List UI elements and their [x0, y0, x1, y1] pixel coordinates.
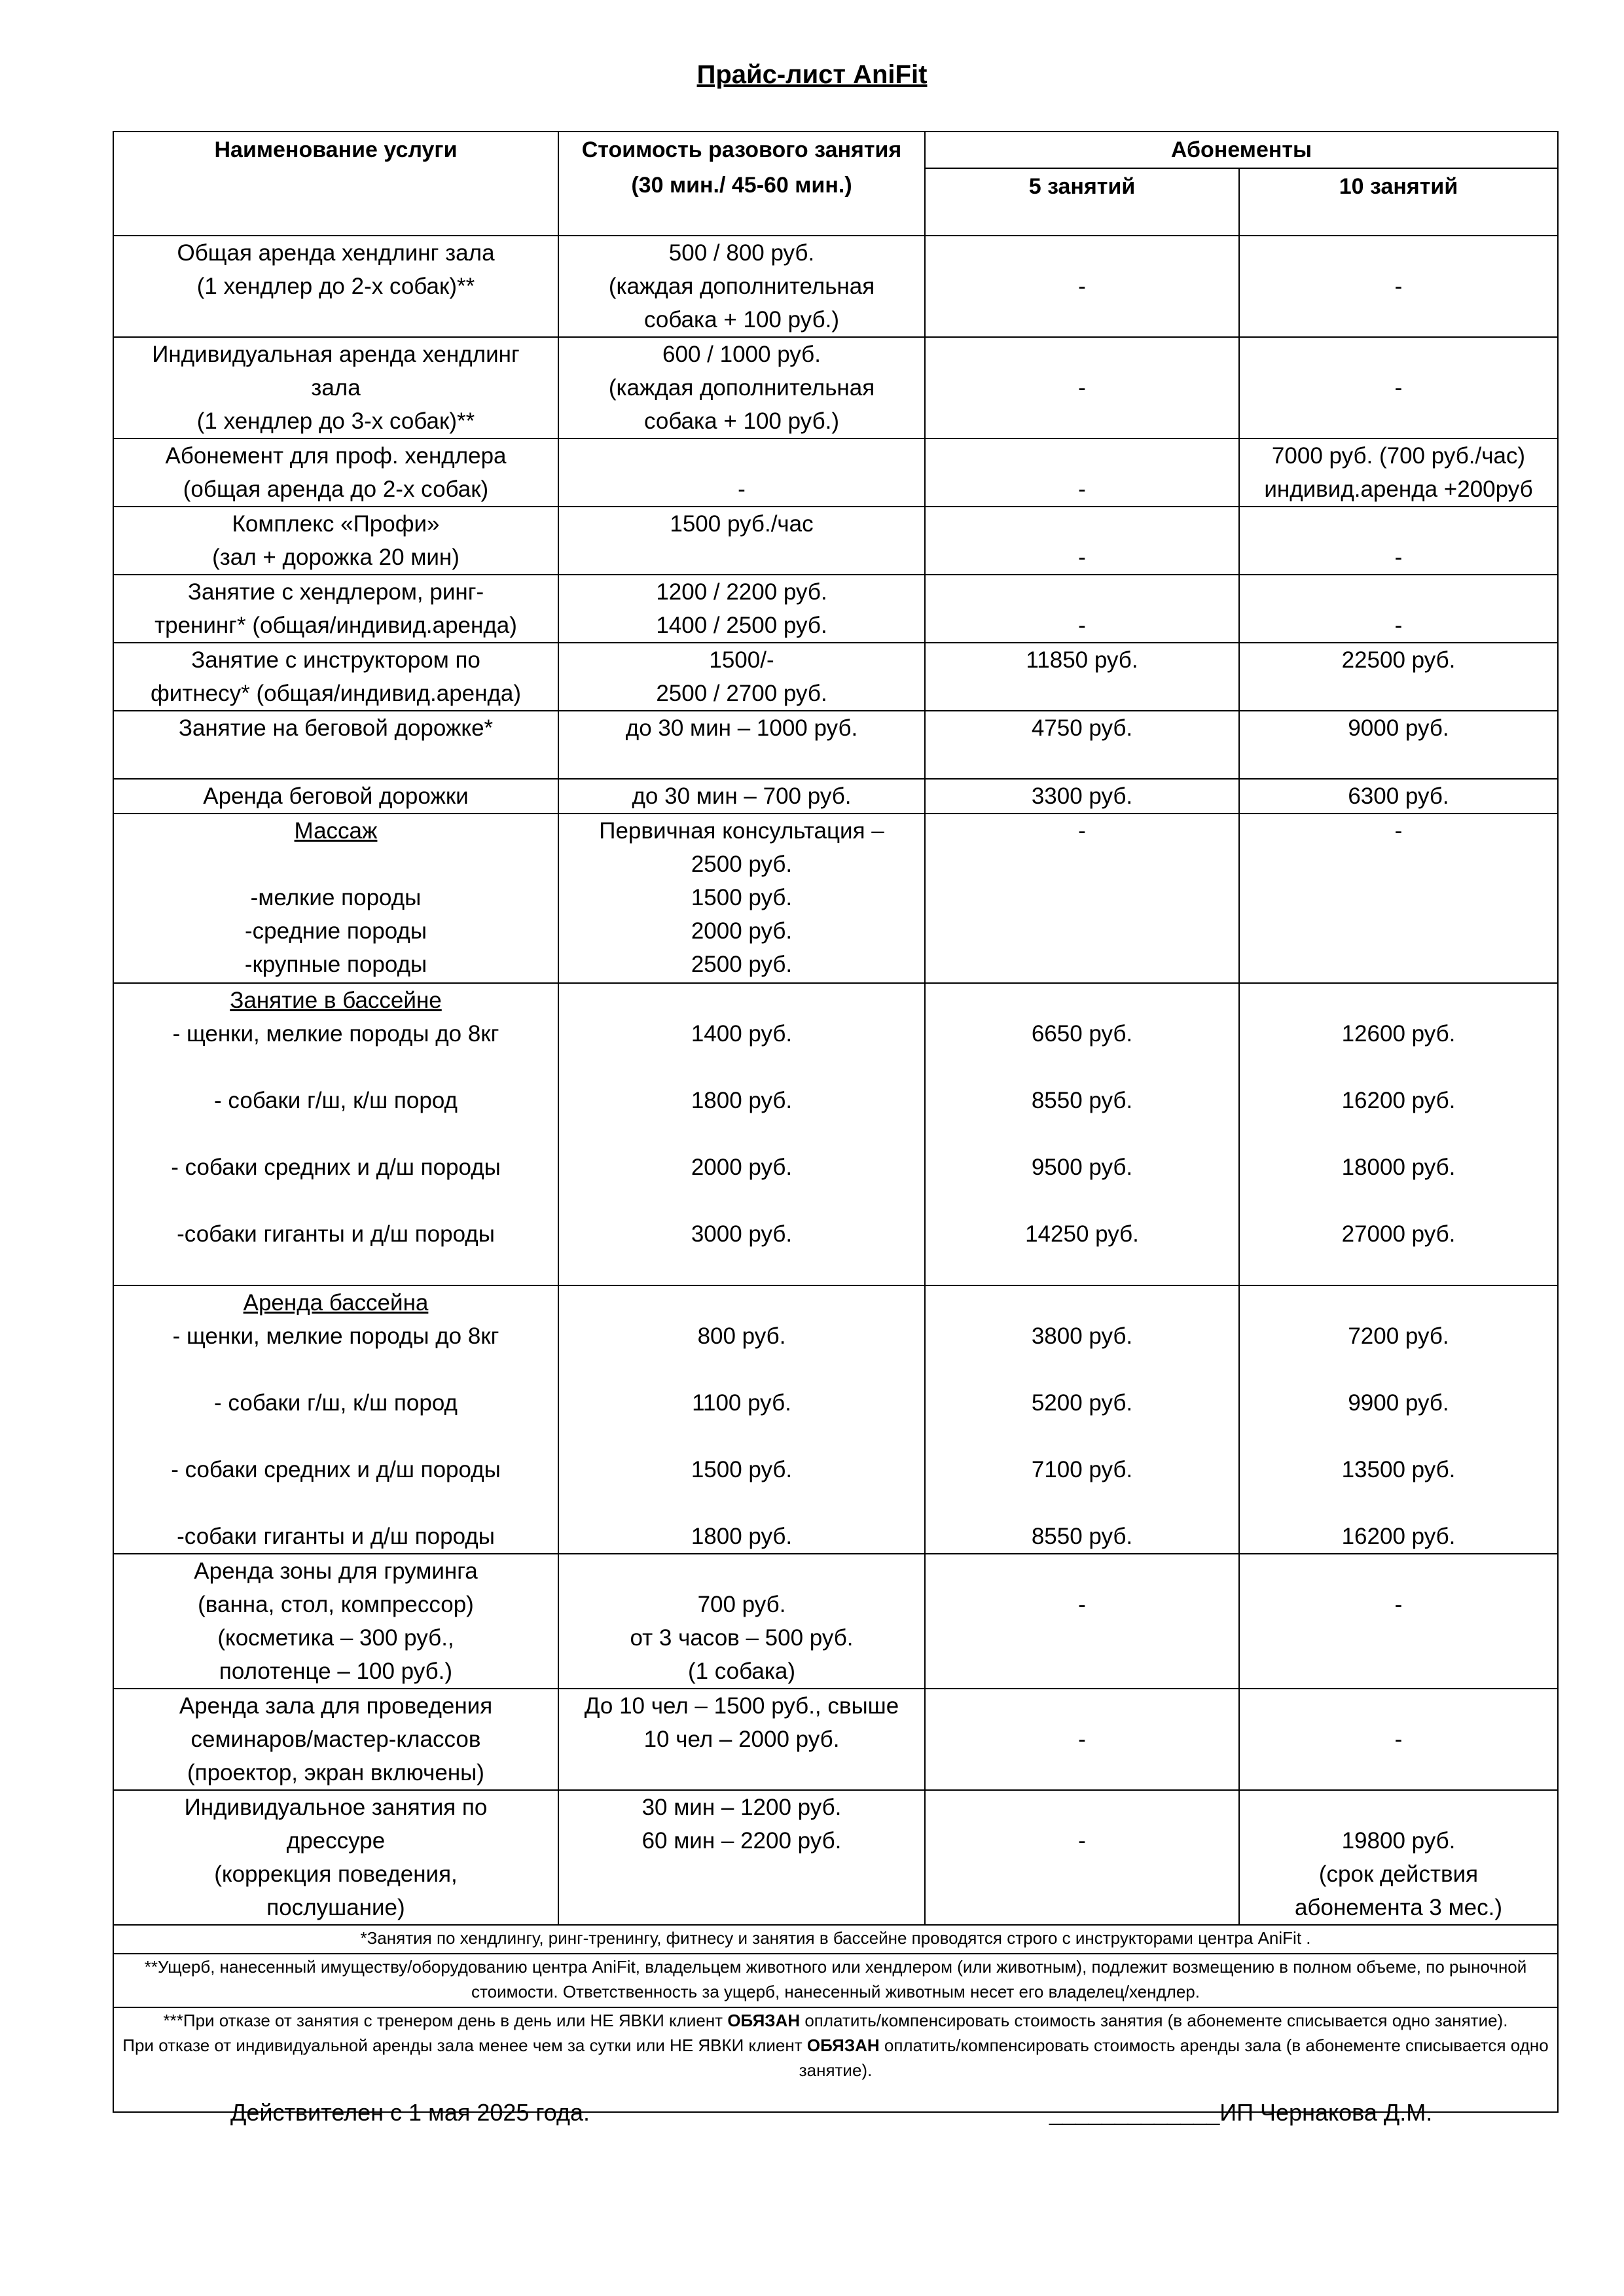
ten-price: 19800 руб. (срок действия абонемента 3 мес.) — [1239, 1790, 1558, 1925]
table-row-pool-lesson — [113, 983, 1558, 1285]
ten-price: - — [1239, 575, 1558, 643]
note-3: ***При отказе от занятия с тренером день в день или НЕ ЯВКИ клиент ОБЯЗАН оплатить/компенсировать стоимость занятия (в абонементе списывается одно занятие). При отказе от индивидуальной аренды зала менее чем за сутки или НЕ ЯВКИ клиент ОБЯЗАН оплатить/компенсировать стоимость аренды зала (в абонементе списывается одно занятие). — [113, 2007, 1558, 2112]
note-2: **Ущерб, нанесенный имуществу/оборудованию центра AniFit, владельцем животного или хендлером (или животным), подлежит возмещению в полном объеме, по рыночной стоимости. Ответственность за ущерб, нанесенный животным несет его владелец/хендлер. — [113, 1954, 1558, 2007]
table-row — [113, 779, 1558, 814]
massage-items: -мелкие породы -средние породы -крупные породы — [244, 885, 427, 977]
ten-price: - — [1239, 507, 1558, 575]
single-price: 700 руб. от 3 часов – 500 руб. (1 собака) — [558, 1554, 925, 1689]
five-price: 11850 руб. — [925, 643, 1239, 711]
pool-lesson-items: - щенки, мелкие породы до 8кг - собаки г/ш, к/ш пород - собаки средних и д/ш породы -собаки гиганты и д/ш породы — [171, 1021, 501, 1247]
service-name: Индивидуальное занятия по дрессуре (коррекция поведения, послушание) — [113, 1790, 558, 1925]
service-name: Аренда зала для проведения семинаров/мастер-классов (проектор, экран включены) — [113, 1689, 558, 1790]
header-subscriptions: Абонементы — [925, 132, 1558, 168]
five-price: - — [925, 814, 1239, 983]
ten-price: 7000 руб. (700 руб./час) индивид.аренда +200руб — [1239, 439, 1558, 507]
single-price: до 30 мин – 700 руб. — [558, 779, 925, 814]
price-table — [113, 131, 1559, 2113]
single-price: 1200 / 2200 руб. 1400 / 2500 руб. — [558, 575, 925, 643]
five-price: - — [925, 1554, 1239, 1689]
single-price: 800 руб. 1100 руб. 1500 руб. 1800 руб. — [558, 1285, 925, 1554]
table-row-pool-rent — [113, 1285, 1558, 1554]
single-price: Первичная консультация – 2500 руб. 1500 руб. 2000 руб. 2500 руб. — [558, 814, 925, 983]
pool-lesson-heading: Занятие в бассейне — [230, 988, 442, 1013]
table-row — [113, 439, 1558, 507]
table-row — [113, 337, 1558, 439]
ten-price: 22500 руб. — [1239, 643, 1558, 711]
page-title: Прайс-лист AniFit — [696, 60, 928, 89]
service-name: Занятие с инструктором по фитнесу* (общая/индивид.аренда) — [113, 643, 558, 711]
five-price: - — [925, 575, 1239, 643]
note-row — [113, 2007, 1558, 2112]
header-single-price: Стоимость разового занятия (30 мин./ 45-60 мин.) — [558, 132, 925, 236]
single-price: - — [558, 439, 925, 507]
service-name: Аренда зоны для груминга (ванна, стол, компрессор) (косметика – 300 руб., полотенце – 100 руб.) — [113, 1554, 558, 1689]
table-row — [113, 575, 1558, 643]
table-row — [113, 1689, 1558, 1790]
ten-price: - — [1239, 1689, 1558, 1790]
five-price: - — [925, 439, 1239, 507]
signature-line: _____________ИП Чернакова Д.М. — [1049, 2099, 1433, 2126]
pool-rent-heading: Аренда бассейна — [243, 1290, 429, 1316]
five-price: 3300 руб. — [925, 779, 1239, 814]
note-row — [113, 1954, 1558, 2007]
service-name: Индивидуальная аренда хендлинг зала (1 хендлер до 3-х собак)** — [113, 337, 558, 439]
header-ten-sessions: 10 занятий — [1239, 168, 1558, 236]
header-service: Наименование услуги — [113, 132, 558, 236]
massage-heading: Массаж — [294, 818, 378, 844]
single-price: 1400 руб. 1800 руб. 2000 руб. 3000 руб. — [558, 983, 925, 1285]
service-name: Аренда беговой дорожки — [113, 779, 558, 814]
table-row-massage — [113, 814, 1558, 983]
table-row — [113, 643, 1558, 711]
ten-price: 12600 руб. 16200 руб. 18000 руб. 27000 руб. — [1239, 983, 1558, 1285]
single-price: 1500/- 2500 / 2700 руб. — [558, 643, 925, 711]
ten-price: - — [1239, 814, 1558, 983]
pool-rent-items: - щенки, мелкие породы до 8кг - собаки г/ш, к/ш пород - собаки средних и д/ш породы -собаки гиганты и д/ш породы — [171, 1323, 501, 1549]
table-row — [113, 1790, 1558, 1925]
service-name — [113, 814, 558, 983]
single-price: 500 / 800 руб. (каждая дополнительная собака + 100 руб.) — [558, 236, 925, 337]
single-price: До 10 чел – 1500 руб., свыше 10 чел – 2000 руб. — [558, 1689, 925, 1790]
service-name — [113, 983, 558, 1285]
five-price: 3800 руб. 5200 руб. 7100 руб. 8550 руб. — [925, 1285, 1239, 1554]
service-name: Общая аренда хендлинг зала (1 хендлер до 2-х собак)** — [113, 236, 558, 337]
note-row — [113, 1925, 1558, 1954]
validity-text: Действителен с 1 мая 2025 года. — [230, 2099, 590, 2126]
five-price: 4750 руб. — [925, 711, 1239, 779]
ten-price: - — [1239, 337, 1558, 439]
ten-price: 6300 руб. — [1239, 779, 1558, 814]
five-price: - — [925, 1689, 1239, 1790]
single-price: до 30 мин – 1000 руб. — [558, 711, 925, 779]
five-price: - — [925, 507, 1239, 575]
table-row — [113, 711, 1558, 779]
five-price: - — [925, 236, 1239, 337]
single-price: 600 / 1000 руб. (каждая дополнительная собака + 100 руб.) — [558, 337, 925, 439]
service-name: Комплекс «Профи» (зал + дорожка 20 мин) — [113, 507, 558, 575]
service-name — [113, 1285, 558, 1554]
service-name: Абонемент для проф. хендлера (общая аренда до 2-х собак) — [113, 439, 558, 507]
header-five-sessions: 5 занятий — [925, 168, 1239, 236]
ten-price: - — [1239, 1554, 1558, 1689]
service-name: Занятие на беговой дорожке* — [113, 711, 558, 779]
single-price: 1500 руб./час — [558, 507, 925, 575]
five-price: - — [925, 337, 1239, 439]
ten-price: - — [1239, 236, 1558, 337]
table-row — [113, 1554, 1558, 1689]
five-price: - — [925, 1790, 1239, 1925]
table-row — [113, 236, 1558, 337]
five-price: 6650 руб. 8550 руб. 9500 руб. 14250 руб. — [925, 983, 1239, 1285]
ten-price: 7200 руб. 9900 руб. 13500 руб. 16200 руб. — [1239, 1285, 1558, 1554]
table-row — [113, 507, 1558, 575]
ten-price: 9000 руб. — [1239, 711, 1558, 779]
single-price: 30 мин – 1200 руб. 60 мин – 2200 руб. — [558, 1790, 925, 1925]
note-1: *Занятия по хендлингу, ринг-тренингу, фитнесу и занятия в бассейне проводятся строго с инструкторами центра AniFit . — [113, 1925, 1558, 1954]
service-name: Занятие с хендлером, ринг- тренинг* (общая/индивид.аренда) — [113, 575, 558, 643]
